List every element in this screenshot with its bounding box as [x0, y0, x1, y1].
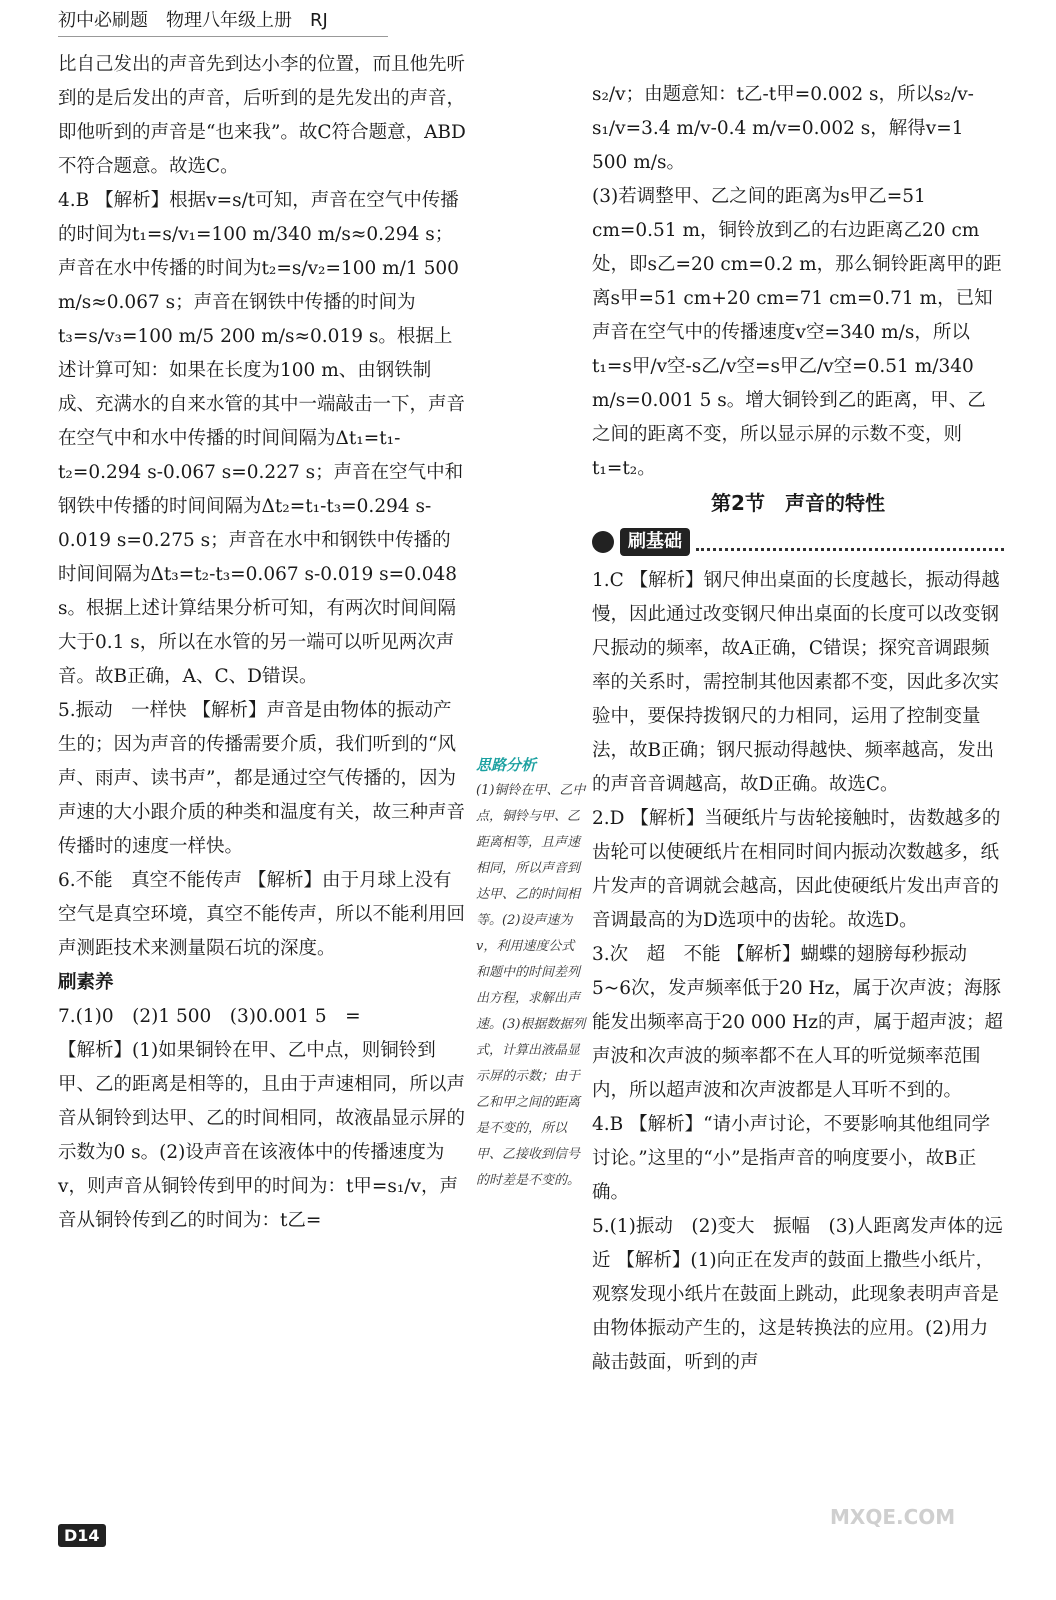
q7-answer: 7.(1)0 (2)1 500 (3)0.001 5 = — [58, 1006, 361, 1027]
s2-q2-solution: 2.D 【解析】当硬纸片与齿轮接触时，齿数越多的齿轮可以使硬纸片在相同时间内振动次数越多，纸片发声的音调就会越高，因此使硬纸片发出声音的音调最高的为D选项中的齿轮。故选D。 — [592, 808, 1001, 931]
section-label-jichu — [592, 528, 1004, 556]
watermark: MXQE.COM — [830, 1505, 956, 1529]
thinking-analysis-sidebar — [476, 752, 586, 1194]
q7-solution-part1: 【解析】(1)如果铜铃在甲、乙中点，则铜铃到甲、乙的距离是相等的，且由于声速相同，所以声音从铜铃到达甲、乙的时间相同，故液晶显示屏的示数为0 s。(2)设声音在该液体中的传播速度为v，则声音从铜铃传到甲的时间为：t甲=s₁/v，声音从铜铃传到乙的时间为：t乙= — [58, 1040, 466, 1231]
header-divider — [58, 36, 388, 37]
q5-solution: 5.振动 一样快 【解析】声音是由物体的振动产生的；因为声音的传播需要介质，我们听到的“风声、雨声、读书声”，都是通过空气传播的，因为声速的大小跟介质的种类和温度有关，故三种声音传播时的速度一样快。 — [58, 700, 466, 857]
q3-continuation: 比自己发出的声音先到达小李的位置，而且他先听到的是后发出的声音，后听到的是先发出的声音，即他听到的声音是“也来我”。故C符合题意，ABD不符合题意。故选C。 — [58, 54, 466, 177]
sidebar-title: 思路分析 — [476, 756, 537, 774]
q4-solution: 4.B 【解析】根据v=s/t可知，声音在空气中传播的时间为t₁=s/v₁=100 m/340 m/s≈0.294 s；声音在水中传播的时间为t₂=s/v₂=100 m/1 500 m/s≈0.067 s；声音在钢铁中传播的时间为t₃=s/v₃=100 m/5 200 m/s≈0.019 s。根据上述计算可知：如果在长度为100 m、由钢铁制成、充满水的自来水管的其中一端敲击一下，声音在空气中和水中传播的时间间隔为Δt₁=t₁-t₂=0.294 s-0.067 s=0.227 s；声音在空气中和钢铁中传播的时间间隔为Δt₂=t₁-t₃=0.294 s-0.019 s=0.275 s；声音在水中和钢铁中传播的时间间隔为Δt₃=t₂-t₃=0.067 s-0.019 s=0.048 s。根据上述计算结果分析可知，有两次时间间隔大于0.1 s，所以在水管的另一端可以听见两次声音。故B正确，A、C、D错误。 — [58, 190, 466, 687]
s2-q1-solution: 1.C 【解析】钢尺伸出桌面的长度越长，振动得越慢，因此通过改变钢尺伸出桌面的长度可以改变钢尺振动的频率，故A正确，C错误；探究音调跟频率的关系时，需控制其他因素都不变，因此多次实验中，要保持拨钢尺的力相同，运用了控制变量法，故B正确；钢尺振动得越快、频率越高，发出的声音音调越高，故D正确。故选C。 — [592, 570, 1000, 795]
s2-q4-solution: 4.B 【解析】“请小声讨论，不要影响其他组同学讨论。”这里的“小”是指声音的响度要小，故B正确。 — [592, 1114, 991, 1203]
left-column — [58, 48, 468, 1238]
page-number: D14 — [58, 1524, 106, 1547]
dotted-divider — [696, 534, 1004, 551]
s2-q5-solution: 5.(1)振动 (2)变大 振幅 (3)人距离发声体的远近 【解析】(1)向正在发声的鼓面上撒些小纸片，观察发现小纸片在鼓面上跳动，此现象表明声音是由物体振动产生的，这是转换法的应用。(2)用力敲击鼓面，听到的声 — [592, 1216, 1003, 1373]
section-title: 第2节 声音的特性 — [711, 491, 885, 515]
q7-solution-part2: s₂/v；由题意知：t乙-t甲=0.002 s，所以s₂/v-s₁/v=3.4 m/v-0.4 m/v=0.002 s，解得v=1 500 m/s。 — [592, 84, 974, 173]
section-label-suyang: 刷素养 — [58, 972, 114, 993]
q6-solution: 6.不能 真空不能传声 【解析】由于月球上没有空气是真空环境，真空不能传声，所以不能利用回声测距技术来测量陨石坑的深度。 — [58, 870, 466, 959]
section-label-text: 刷基础 — [620, 528, 690, 556]
pencil-icon — [592, 531, 614, 553]
q7-solution-part3: (3)若调整甲、乙之间的距离为s甲乙=51 cm=0.51 m，铜铃放到乙的右边距离乙20 cm处，即s乙=20 cm=0.2 m，那么铜铃距离甲的距离s甲=51 cm+20 cm=71 cm=0.71 m，已知声音在空气中的传播速度v空=340 m/s，所以t₁=s甲/v空-s乙/v空=s甲乙/v空=0.51 m/340 m/s=0.001 5 s。增大铜铃到乙的距离，甲、乙之间的距离不变，所以显示屏的示数不变，则t₁=t₂。 — [592, 186, 1002, 479]
right-column — [592, 78, 1004, 1380]
page-header: 初中必刷题 物理八年级上册 RJ — [58, 10, 328, 31]
s2-q3-solution: 3.次 超 不能 【解析】蝴蝶的翅膀每秒振动5~6次，发声频率低于20 Hz，属于次声波；海豚能发出频率高于20 000 Hz的声，属于超声波；超声波和次声波的频率都不在人耳的听觉频率范围内，所以超声波和次声波都是人耳听不到的。 — [592, 944, 1003, 1101]
sidebar-notes: (1)铜铃在甲、乙中点，铜铃与甲、乙距离相等，且声速相同，所以声音到达甲、乙的时间相等。(2)设声速为v，利用速度公式和题中的时间差列出方程，求解出声速。(3)根据数据列式，计算出液晶显示屏的示数；由于乙和甲之间的距离是不变的，所以甲、乙接收到信号的时差是不变的。 — [476, 783, 586, 1188]
